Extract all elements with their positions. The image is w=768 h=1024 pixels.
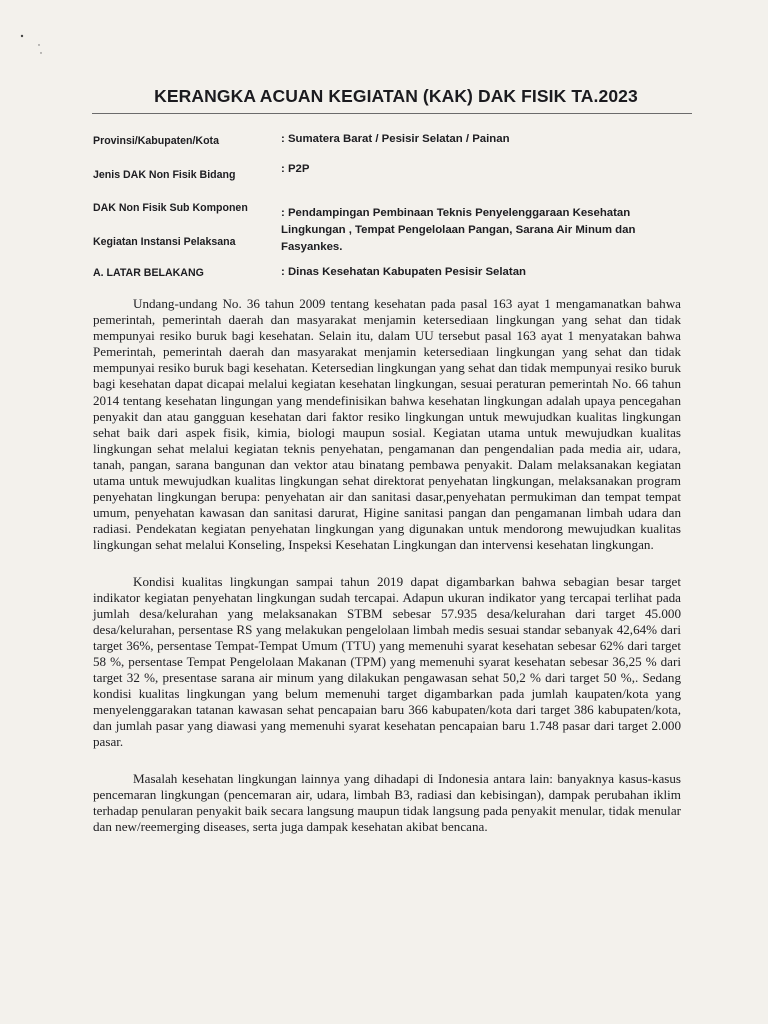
- meta-label-instansi: Kegiatan Instansi Pelaksana: [93, 236, 236, 248]
- meta-value-provinsi: : Sumatera Barat / Pesisir Selatan / Painan: [281, 133, 510, 145]
- scan-speck-marks: [18, 30, 58, 70]
- meta-label-sub-komponen: DAK Non Fisik Sub Komponen: [93, 202, 248, 214]
- meta-label-jenis-dak: Jenis DAK Non Fisik Bidang: [93, 169, 236, 181]
- body-paragraph: Masalah kesehatan lingkungan lainnya yang dihadapi di Indonesia antara lain: banyaknya kasus-kasus pencemaran lingkungan (pencemaran air, udara, limbah B3, radiasi dan kebisingan), dampak perubahan iklim terhadap penularan penyakit baik secara langsung maupun tidak langsung pada penyakit menular, tidak menular dan new/reemerging diseases, serta juga dampak kesehatan akibat bencana.: [93, 770, 681, 834]
- body-paragraph: Undang-undang No. 36 tahun 2009 tentang kesehatan pada pasal 163 ayat 1 mengamanatkan bahwa pemerintah, pemerintah daerah dan masyarakat menjamin ketersediaan lingkungan yang sehat dan tidak mempunyai resiko buruk bagi kesehatan. Selain itu, dalam UU tersebut pasal 163 ayat 1 menyatakan bahwa Pemerintah, pemerintah daerah dan masyarakat menjamin ketersediaan lingkungan yang sehat dan tidak mempunyai resiko buruk bagi kesehatan. Ketersedian lingkungan yang sehat dan tidak mempunyai resiko buruk bagi kesehatan dapat dicapai melalui kegiatan kesehatan lingkungan, sesuai peraturan pemerintah No. 66 tahun 2014 tentang kesehatan lingungan yang mendefinisikan bahwa kesehatan lingkungan adalah upaya pencegahan penyakit dan atau gangguan kesehatan dari faktor resiko lingkungan untuk mewujudkan kualitas lingkungan sehat baik dari aspek fisik, kimia, biologi maupun sosial. Kegiatan utama untuk mewujudkan kualitas lingkungan sehat melalui kegiatan teknis penyehatan, pengamanan dan pengendalian pada media air, udara, tanah, pangan, sarana bangunan dan vektor atau binatang pembawa penyakit. Dalam melaksanakan kegiatan utama untuk mewujudkan kualitas lingkungan sehat direktorat penyehatan lingkungan, melaksanakan program penyehatan lingkungan berupa: penyehatan air dan sanitasi dasar,penyehatan permukiman dan tempat tempat umum, penyehatan kawasan dan sanitasi darurat, Higine sanitasi pangan dan pengamanan limbah udara dan radiasi. Pendekatan kegiatan penyehatan lingkungan yang digunakan untuk mendorong mewujudkan kualitas lingkungan sehat melalui Konseling, Inspeksi Kesehatan Lingkungan dan intervensi kesehatan lingkungan.: [93, 296, 681, 553]
- document-title: KERANGKA ACUAN KEGIATAN (KAK) DAK FISIK TA.2023: [154, 86, 638, 106]
- section-heading-latar-belakang: A. LATAR BELAKANG: [93, 267, 204, 279]
- title-divider: [92, 113, 692, 114]
- meta-table: [93, 128, 693, 288]
- meta-value-jenis-dak: : P2P: [281, 163, 310, 175]
- meta-value-sub-komponen: : Pendampingan Pembinaan Teknis Penyelenggaraan Kesehatan Lingkungan , Tempat Pengelolaan Pangan, Sarana Air Minum dan Fasyankes.: [281, 207, 636, 253]
- body-paragraph: Kondisi kualitas lingkungan sampai tahun 2019 dapat digambarkan bahwa sebagian besar target indikator kegiatan penyehatan lingkungan sudah tercapai. Adapun ukuran indikator yang tercapai terlihat pada jumlah desa/kelurahan yang melaksanakan STBM sebesar 57.935 desa/kelurahan dari target 45.000 desa/kelurahan, persentase RS yang melakukan pengelolaan limbah medis sesuai standar sebanyak 42,64% dari target 36%, persentase Tempat-Tempat Umum (TTU) yang memenuhi syarat kesehatan sebesar 62% dari target 58 %, persentase Tempat Pengelolaan Makanan (TPM) yang memenuhi syarat kesehatan sebesar 36,25 % dari target 32 %, presentase sarana air minum yang dilakukan pengawasan sehat 50,2 % dari target 50 %,. Sedang kondisi kualitas lingkungan yang belum memenuhi target digambarkan pada jumlah kaupaten/kota yang menyelenggarakan tatanan kawasan sehat pencapaian baru 366 kabupaten/kota dari target 386 kabupaten/kota, dan jumlah pasar yang diawasi yang memenuhi syarat kesehatan pencapaian baru 1.748 pasar dari target 2.000 pasar.: [93, 573, 681, 750]
- document-body: [93, 296, 681, 855]
- meta-label-provinsi: Provinsi/Kabupaten/Kota: [93, 135, 219, 147]
- meta-value-dinas: : Dinas Kesehatan Kabupaten Pesisir Selatan: [281, 266, 526, 278]
